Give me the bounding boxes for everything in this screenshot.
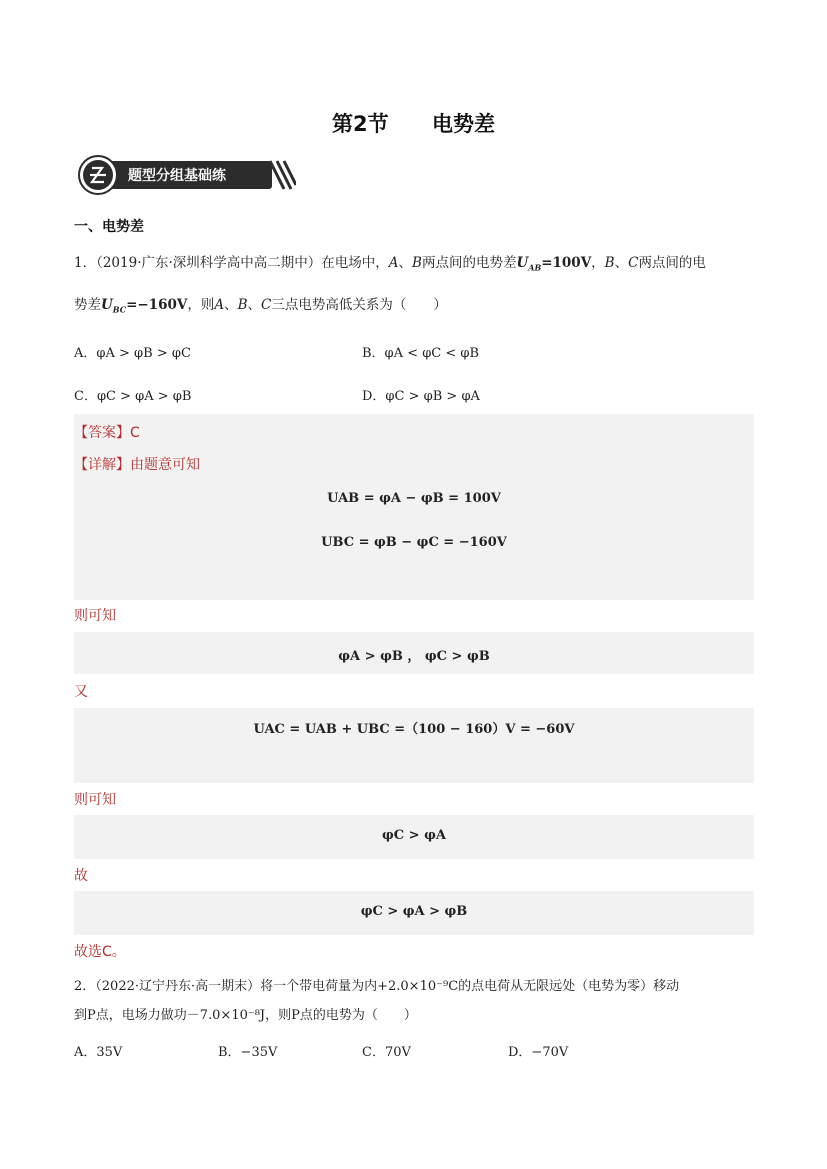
q1-option-c[interactable]: C．φC > φA > φB	[74, 389, 192, 404]
page-title	[0, 108, 827, 138]
q1-line2: 势差$U_{BC}=-160V$，则A、B、C三点电势高低关系为（ ）	[74, 297, 447, 315]
q1-option-d[interactable]: D．φC > φB > φA	[362, 389, 480, 404]
equation-1: UAB = φA − φB = 100V	[327, 491, 501, 506]
equation-5: φC > φA	[382, 828, 446, 843]
section-name: 电势差	[431, 112, 495, 136]
section-banner	[78, 155, 296, 195]
q2-option-c[interactable]: C．70V	[362, 1045, 411, 1060]
equation-4: UAC = UAB + UBC =（100 − 160）V = −60V	[253, 722, 575, 737]
section-heading: 一、电势差	[74, 219, 144, 235]
also-label: 又	[74, 684, 88, 700]
section-number: 第2节	[332, 112, 389, 136]
solution-box-1	[74, 414, 754, 600]
q2-option-a[interactable]: A．35V	[74, 1045, 123, 1060]
q1-option-b[interactable]: B．φA < φC < φB	[362, 346, 480, 361]
then-label-1: 则可知	[74, 608, 116, 624]
q2-option-d[interactable]: D．−70V	[508, 1045, 569, 1060]
equation-2: UBC = φB − φC = −160V	[321, 535, 507, 550]
q1-line1: 1．（2019·广东·深圳科学高中高二期中）在电场中，A、B两点间的电势差$U_{AB}=100V$，B、C两点间的电	[74, 255, 706, 273]
q2-line1: 2．（2022·辽宁丹东·高一期末）将一个带电荷量为内+2.0×10⁻⁹C的点电荷从无限远处（电势为零）移动	[74, 979, 680, 994]
detail-label: 【详解】由题意可知	[74, 457, 200, 473]
q2-line2: 到P点，电场力做功－7.0×10⁻⁸J，则P点的电势为（ ）	[74, 1008, 417, 1023]
therefore-label: 故	[74, 868, 88, 884]
banner-label: 题型分组基础练	[128, 168, 226, 184]
equation-6: φC > φA > φB	[360, 904, 468, 919]
banner-stripes	[270, 161, 296, 189]
q1-option-a[interactable]: A．φA > φB > φC	[74, 346, 191, 361]
answer-label: 【答案】C	[74, 425, 140, 441]
q2-option-b[interactable]: B．−35V	[218, 1045, 278, 1060]
equation-3: φA > φB ， φC > φB	[338, 649, 490, 664]
conclusion-label: 故选C。	[74, 944, 126, 960]
then-label-2: 则可知	[74, 792, 116, 808]
